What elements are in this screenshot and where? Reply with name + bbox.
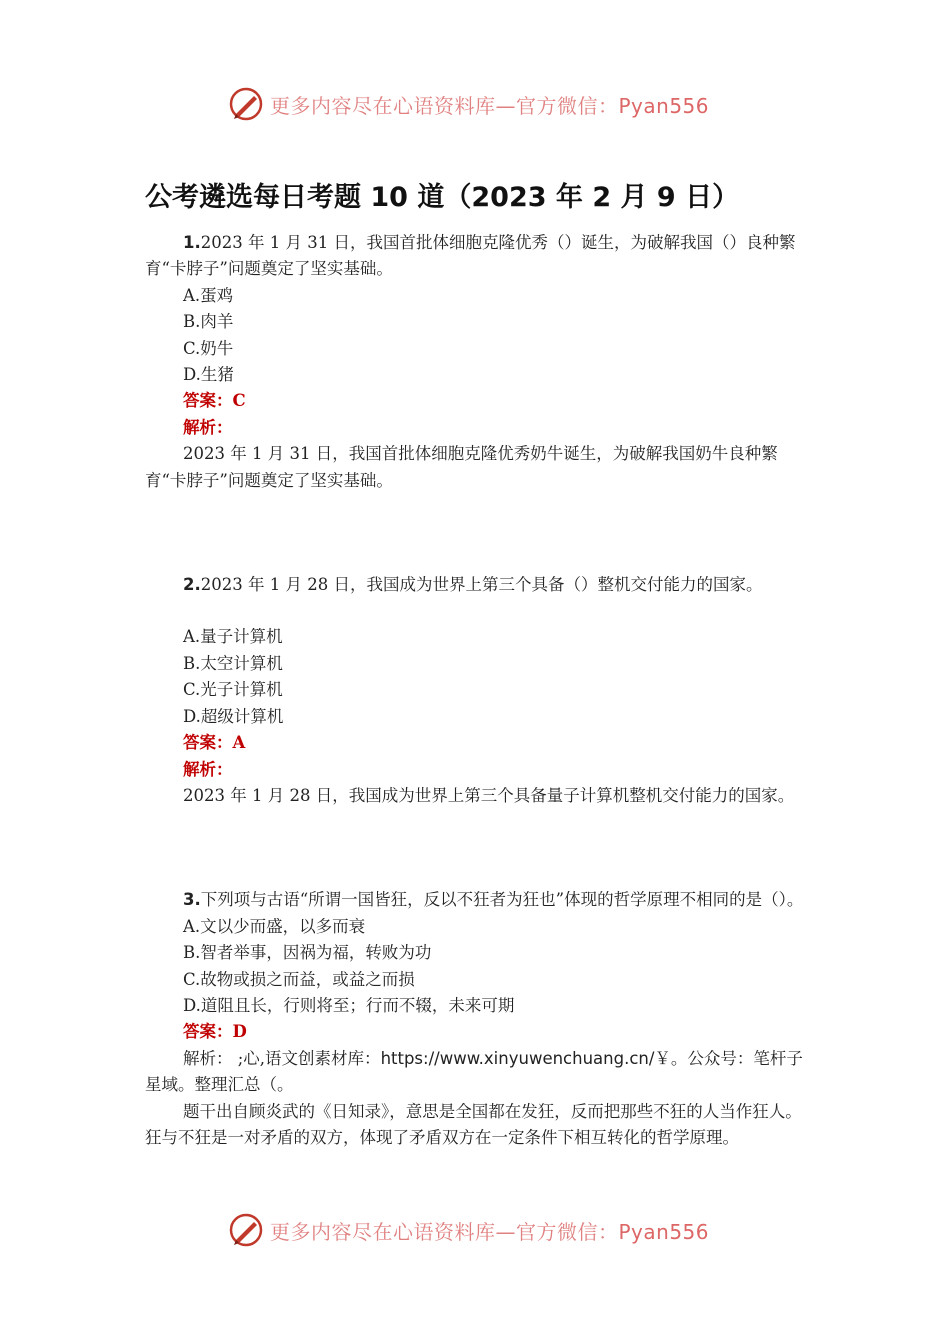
q3-analysis-watermark-line: 解析： ;心,语文创素材库：https://www.xinyuwenchuang.cn/￥。公众号：笔杆子星域。整理汇总（。 bbox=[145, 1048, 803, 1095]
footer-banner bbox=[228, 1210, 728, 1250]
document-body bbox=[145, 230, 810, 1151]
q2-option-b: B.太空计算机 bbox=[183, 653, 283, 673]
question-2-stem: 2.2023 年 1 月 28 日，我国成为世界上第三个具备（）整机交付能力的国家。 bbox=[183, 575, 763, 595]
q1-option-b: B.肉羊 bbox=[183, 312, 234, 332]
header-banner bbox=[228, 84, 728, 124]
pen-logo-icon bbox=[228, 86, 264, 122]
q3-option-b: B.智者举事，因祸为福，转败为功 bbox=[183, 943, 432, 963]
q3-option-c: C.故物或损之而益，或益之而损 bbox=[183, 969, 415, 989]
q1-analysis: 2023 年 1 月 31 日，我国首批体细胞克隆优秀奶牛诞生，为破解我国奶牛良种繁育“卡脖子”问题奠定了坚实基础。 bbox=[145, 444, 778, 490]
q1-option-a: A.蛋鸡 bbox=[183, 285, 234, 305]
q2-analysis-label: 解析： bbox=[183, 759, 233, 779]
q3-option-d: D.道阻且长，行则将至；行而不辍，未来可期 bbox=[183, 995, 515, 1015]
q2-option-c: C.光子计算机 bbox=[183, 680, 283, 700]
page-title: 公考遴选每日考题 10 道（2023 年 2 月 9 日） bbox=[145, 182, 740, 213]
question-3-stem: 3.下列项与古语“所谓一国皆狂，反以不狂者为狂也”体现的哲学原理不相同的是（）。 bbox=[183, 890, 804, 910]
q2-option-d: D.超级计算机 bbox=[183, 706, 284, 726]
banner-text: 更多内容尽在心语资料库—官方微信：Pyan556 bbox=[270, 93, 710, 118]
q2-answer: 答案：A bbox=[183, 733, 246, 753]
q1-option-d: D.生猪 bbox=[183, 365, 234, 385]
q1-analysis-label: 解析： bbox=[183, 417, 233, 437]
question-1-stem: 1.2023 年 1 月 31 日，我国首批体细胞克隆优秀（）诞生，为破解我国（）良种繁育“卡脖子”问题奠定了坚实基础。 bbox=[145, 233, 796, 279]
source-url: https://www.xinyuwenchuang.cn/ bbox=[380, 1048, 655, 1068]
q3-analysis: 题干出自顾炎武的《日知录》，意思是全国都在发狂，反而把那些不狂的人当作狂人。狂与不狂是一对矛盾的双方，体现了矛盾双方在一定条件下相互转化的哲学原理。 bbox=[145, 1101, 802, 1147]
q1-option-c: C.奶牛 bbox=[183, 338, 234, 358]
q3-option-a: A.文以少而盛，以多而衰 bbox=[183, 916, 366, 936]
q1-answer: 答案：C bbox=[183, 391, 246, 411]
q3-answer: 答案：D bbox=[183, 1022, 247, 1042]
q2-option-a: A.量子计算机 bbox=[183, 627, 283, 647]
pen-logo-icon bbox=[228, 1212, 264, 1248]
q2-analysis: 2023 年 1 月 28 日，我国成为世界上第三个具备量子计算机整机交付能力的国家。 bbox=[183, 785, 795, 805]
banner-text: 更多内容尽在心语资料库—官方微信：Pyan556 bbox=[270, 1219, 710, 1244]
